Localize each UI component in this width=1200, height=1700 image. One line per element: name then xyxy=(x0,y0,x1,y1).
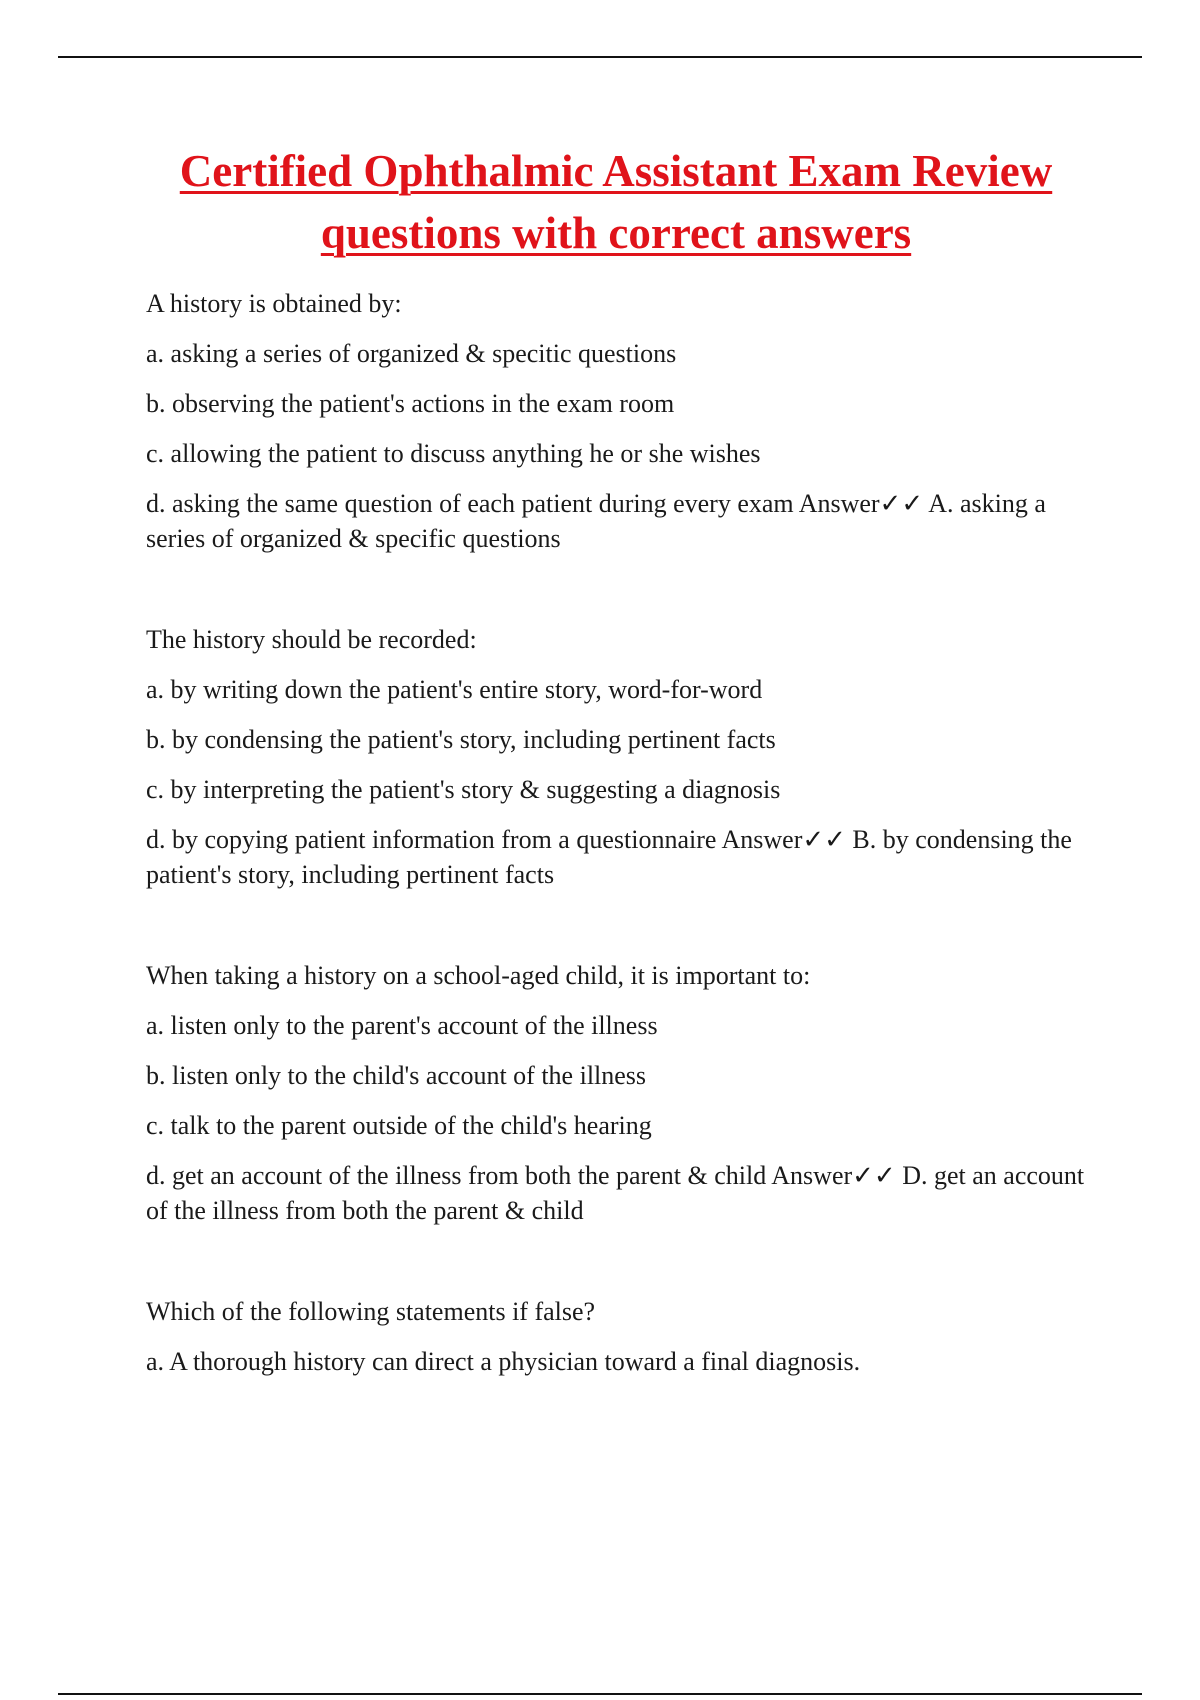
answer-option: b. observing the patient's actions in the exam room xyxy=(146,389,675,418)
answer-option-with-answer: d. asking the same question of each patient during every exam Answer✓✓ A. asking a series of organized & specific questions xyxy=(146,489,1046,553)
answer-option: c. talk to the parent outside of the child's hearing xyxy=(146,1111,652,1140)
answer-option: b. listen only to the child's account of the illness xyxy=(146,1061,647,1090)
question-block xyxy=(146,622,1086,892)
question-stem: A history is obtained by: xyxy=(146,289,402,318)
header-rule xyxy=(58,56,1142,58)
answer-option-with-answer: d. get an account of the illness from both the parent & child Answer✓✓ D. get an account of the illness from both the parent & child xyxy=(146,1161,1085,1225)
answer-option: c. allowing the patient to discuss anything he or she wishes xyxy=(146,439,761,468)
question-block xyxy=(146,1294,1086,1379)
question-block xyxy=(146,286,1086,556)
answer-option: a. A thorough history can direct a physician toward a final diagnosis. xyxy=(146,1347,861,1376)
question-stem: Which of the following statements if false? xyxy=(146,1297,596,1326)
document-title: Certified Ophthalmic Assistant Exam Review questions with correct answers xyxy=(179,146,1053,258)
question-stem: The history should be recorded: xyxy=(146,625,477,654)
answer-option: c. by interpreting the patient's story & suggesting a diagnosis xyxy=(146,775,781,804)
document-page xyxy=(146,140,1086,1379)
answer-option: b. by condensing the patient's story, including pertinent facts xyxy=(146,725,776,754)
footer-rule xyxy=(58,1693,1142,1695)
answer-option: a. by writing down the patient's entire story, word-for-word xyxy=(146,675,763,704)
question-stem: When taking a history on a school-aged child, it is important to: xyxy=(146,961,811,990)
answer-option: a. listen only to the parent's account of the illness xyxy=(146,1011,658,1040)
question-block xyxy=(146,958,1086,1228)
answer-option: a. asking a series of organized & specitic questions xyxy=(146,339,677,368)
answer-option-with-answer: d. by copying patient information from a questionnaire Answer✓✓ B. by condensing the patient's story, including pertinent facts xyxy=(146,825,1072,889)
